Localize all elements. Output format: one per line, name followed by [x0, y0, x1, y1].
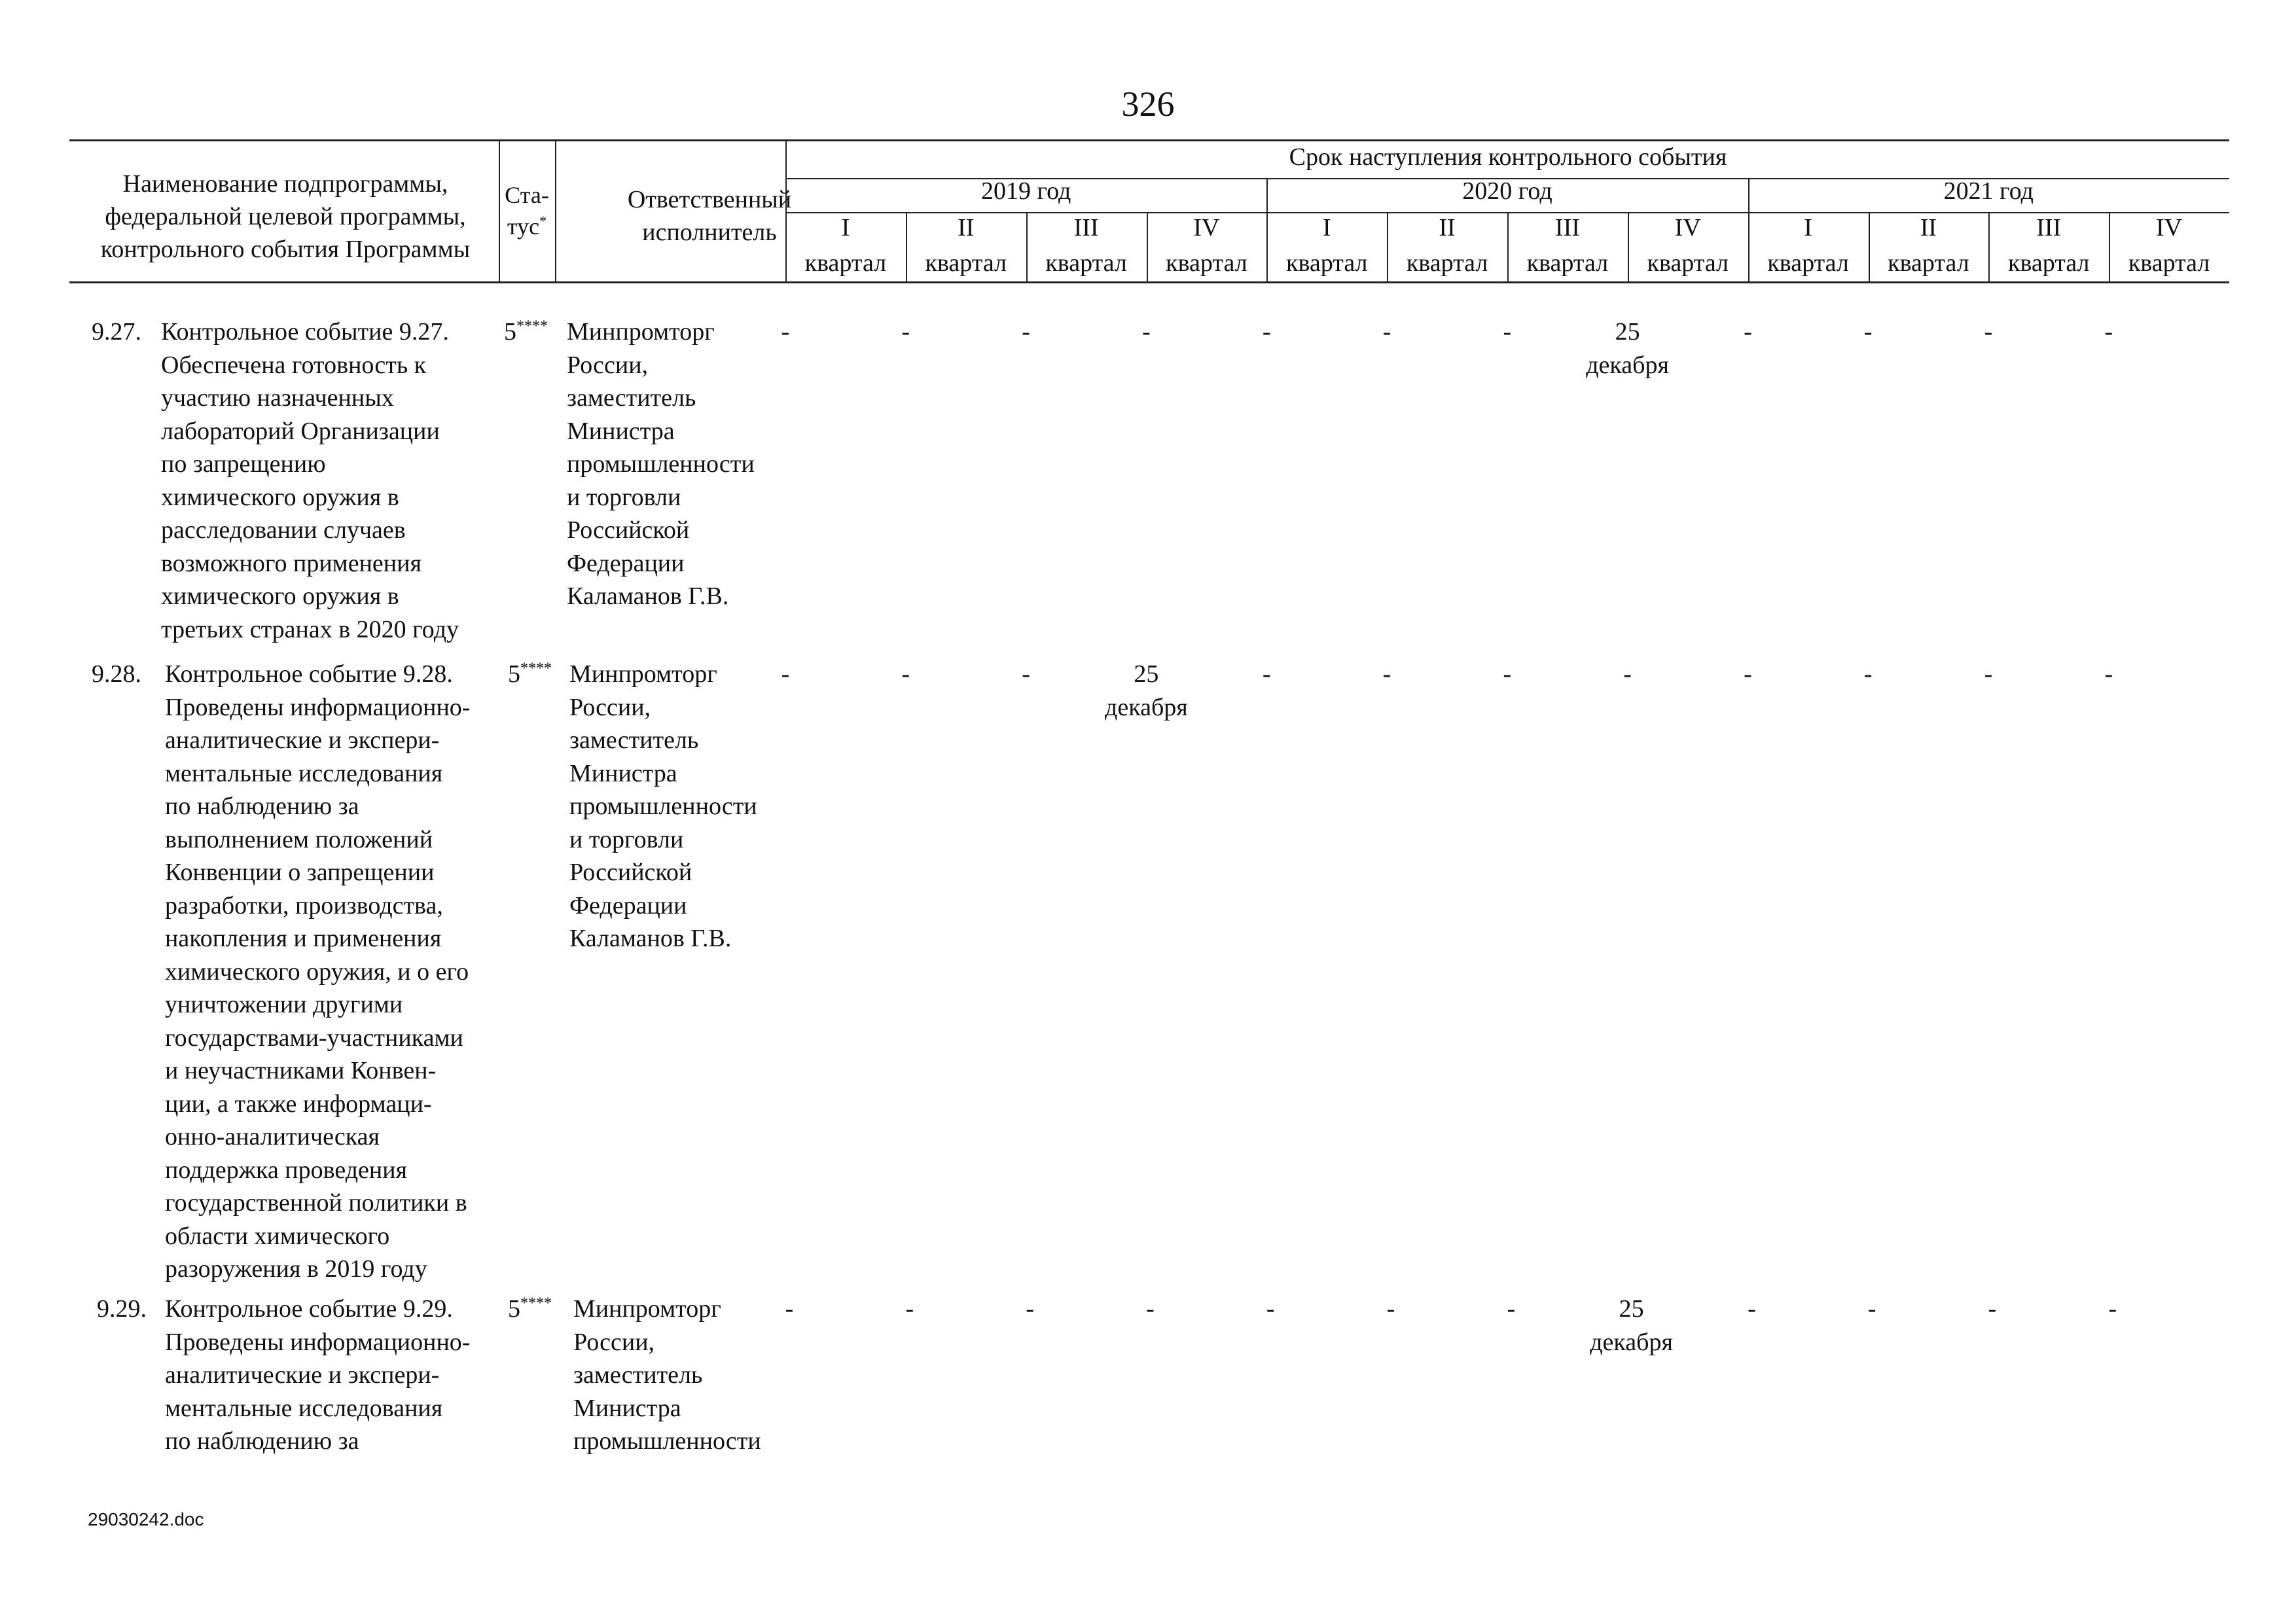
deadline-text: -: [905, 1295, 914, 1323]
page-number: 326: [1121, 84, 1175, 124]
quarter-label: квартал: [1647, 249, 1729, 277]
deadline-text: -: [1744, 660, 1752, 688]
quarter-number: III: [2036, 214, 2062, 241]
quarter-label: квартал: [1166, 249, 1247, 277]
event-name-line: лабораторий Организации: [161, 417, 440, 445]
status-value: 5: [508, 1295, 520, 1323]
event-name-line: разоружения в 2019 году: [165, 1255, 427, 1283]
quarter-number: III: [1554, 214, 1580, 241]
deadline-text: -: [901, 660, 910, 688]
responsible-line: Каламанов Г.В.: [569, 925, 732, 952]
event-name-line: Контрольное событие 9.28.: [165, 660, 453, 688]
year-header: 2019 год: [980, 177, 1071, 205]
row-number: 9.29.: [97, 1295, 147, 1323]
deadline-text: -: [1382, 318, 1391, 346]
event-name-line: области химического: [165, 1222, 390, 1250]
deadline-text: -: [1146, 1295, 1155, 1323]
responsible-line: Каламанов Г.В.: [567, 582, 729, 610]
quarter-deadline: [857, 1293, 962, 1326]
deadline-text: -: [1507, 1295, 1516, 1323]
responsible-line: Минпромторг: [569, 660, 717, 688]
event-name-line: возможного применения: [161, 549, 422, 577]
deadline-text: -: [901, 318, 910, 346]
quarter-number: I: [1322, 214, 1331, 241]
quarter-number: IV: [1193, 214, 1220, 241]
deadline-text: 25: [1619, 1295, 1644, 1323]
quarter-deadline: [1094, 315, 1198, 349]
deadline-text: -: [781, 318, 790, 346]
event-name-line: государственной политики в: [165, 1189, 467, 1217]
quarter-number: I: [841, 214, 850, 241]
quarter-deadline: [1816, 658, 1920, 691]
event-name-line: выполнением положений: [165, 825, 433, 853]
responsible-line: Минпромторг: [567, 318, 715, 346]
row-event-name: [165, 1293, 538, 1458]
responsible-line: Федерации: [567, 549, 685, 577]
quarter-deadline: [1214, 658, 1319, 691]
responsible-line: заместитель: [573, 1361, 703, 1389]
event-name-line: Обеспечена готовность к: [161, 351, 427, 379]
event-name-line: третьих странах в 2020 году: [161, 615, 459, 643]
responsible-line: и торговли: [567, 483, 681, 511]
responsible-line: промышленности: [573, 1427, 761, 1455]
deadline-text: -: [1022, 318, 1030, 346]
responsible-line: России,: [567, 351, 649, 379]
deadline-text: -: [1748, 1295, 1756, 1323]
event-name-line: ментальные исследования: [165, 759, 443, 787]
deadline-text: -: [1744, 318, 1752, 346]
quarter-number: IV: [1674, 214, 1701, 241]
event-name-line: аналитические и экспери-: [165, 726, 440, 754]
deadline-text: -: [785, 1295, 794, 1323]
quarter-deadline: [2056, 315, 2161, 349]
status-footnote-mark: ****: [516, 317, 548, 335]
quarter-label: квартал: [2128, 249, 2210, 277]
deadline-text: декабря: [1105, 693, 1188, 721]
deadline-text: 25: [1134, 660, 1159, 688]
row-status: [508, 658, 560, 691]
event-name-line: аналитические и экспери-: [165, 1361, 440, 1389]
responsible-line: Министра: [567, 417, 675, 445]
event-name-line: по наблюдению за: [165, 1427, 359, 1455]
event-name-line: и неучастниками Конвен-: [165, 1057, 437, 1084]
quarter-label: квартал: [1526, 249, 1609, 277]
event-name-line: Контрольное событие 9.27.: [161, 318, 449, 346]
event-name-line: Проведены информационно-: [165, 1328, 471, 1356]
responsible-line: Российской: [569, 859, 692, 886]
quarter-deadline: [1335, 315, 1439, 349]
quarter-deadline: [1579, 1293, 1684, 1359]
quarter-deadline: [974, 658, 1079, 691]
responsible-line: заместитель: [569, 726, 699, 754]
responsible-line: Федерации: [569, 891, 687, 919]
deadline-text: -: [1262, 660, 1271, 688]
event-name-line: онно-аналитическая: [165, 1123, 380, 1150]
responsible-line: России,: [569, 693, 651, 721]
deadline-text: -: [1984, 660, 1993, 688]
deadline-text: -: [1262, 318, 1271, 346]
quarter-number: II: [1920, 214, 1937, 241]
deadline-text: -: [781, 660, 790, 688]
deadline-text: -: [1503, 660, 1512, 688]
responsible-line: Министра: [573, 1394, 681, 1422]
quarter-deadline: [1214, 315, 1319, 349]
row-status: [508, 1293, 560, 1326]
deadline-text: -: [1984, 318, 1993, 346]
deadline-text: 25: [1615, 318, 1640, 346]
quarter-deadline: [853, 658, 958, 691]
deadline-text: -: [1382, 660, 1391, 688]
column-header-status: Ста- тус*: [505, 182, 549, 240]
quarter-deadline: [1335, 658, 1439, 691]
quarter-label: квартал: [1045, 249, 1127, 277]
quarter-deadline: [1816, 315, 1920, 349]
event-name-line: по наблюдению за: [165, 793, 359, 820]
responsible-line: промышленности: [567, 450, 755, 478]
divider: [555, 141, 556, 281]
responsible-line: и торговли: [569, 825, 684, 853]
event-name-line: государствами-участниками: [165, 1024, 463, 1052]
deadline-text: декабря: [1590, 1328, 1673, 1356]
row-responsible: [567, 315, 789, 613]
quarter-label: квартал: [1767, 249, 1849, 277]
quarter-deadline: [1098, 1293, 1202, 1326]
deadline-text: -: [1863, 318, 1873, 346]
quarter-label: квартал: [1888, 249, 1969, 277]
year-header: 2021 год: [1943, 177, 2034, 205]
column-header-name: Наименование подпрограммы, федеральной целевой программы, контрольного события Программы: [100, 170, 471, 263]
row-responsible: [569, 658, 792, 955]
status-footnote-mark: ****: [520, 660, 552, 677]
event-name-line: расследовании случаев: [161, 516, 406, 544]
quarter-number: I: [1804, 214, 1812, 241]
event-name-line: химического оружия, и о его: [165, 957, 469, 986]
event-name-line: химического оружия в: [161, 483, 399, 511]
quarter-deadline: [733, 315, 838, 349]
quarter-deadline: [1218, 1293, 1323, 1326]
quarter-deadline: [1338, 1293, 1443, 1326]
quarter-deadline: [1936, 658, 2041, 691]
deadline-text: -: [1867, 1295, 1876, 1323]
quarter-deadline: [1455, 315, 1560, 349]
deadline-text: -: [2104, 660, 2113, 688]
quarter-deadline: [733, 658, 838, 691]
quarter-label: квартал: [804, 249, 887, 277]
quarter-number: IV: [2156, 214, 2183, 241]
responsible-line: Министра: [569, 759, 677, 787]
quarter-deadline: [1940, 1293, 2045, 1326]
quarter-deadline: [853, 315, 958, 349]
quarter-deadline: [2056, 658, 2161, 691]
deadline-text: -: [1503, 318, 1512, 346]
deadline-text: -: [1988, 1295, 1997, 1323]
quarter-deadline: [1695, 658, 1800, 691]
event-name-line: ции, а также информаци-: [165, 1090, 432, 1118]
event-name-line: уничтожении другими: [165, 991, 403, 1018]
deadline-text: декабря: [1586, 351, 1669, 379]
deadline-text: -: [1266, 1295, 1275, 1323]
quarter-label: квартал: [1406, 249, 1488, 277]
table-header: [69, 139, 2229, 283]
status-value: 5: [504, 318, 516, 346]
quarter-number: III: [1073, 214, 1099, 241]
quarter-deadline: [1094, 658, 1198, 724]
column-header-responsible: Ответственный исполнитель: [627, 186, 792, 246]
event-name-line: химического оружия в: [161, 582, 399, 610]
event-name-line: ментальные исследования: [165, 1394, 443, 1422]
row-number: 9.27.: [92, 318, 141, 346]
status-footnote-mark: ****: [520, 1294, 552, 1312]
event-name-line: Проведены информационно-: [165, 693, 471, 721]
year-header: 2020 год: [1462, 177, 1552, 205]
quarter-deadline: [1820, 1293, 1924, 1326]
deadline-text: -: [1623, 660, 1632, 688]
deadline-text: -: [2108, 1295, 2117, 1323]
document-filename: 29030242.doc: [88, 1509, 204, 1529]
quarter-deadline: [974, 315, 1079, 349]
quarter-deadline: [737, 1293, 842, 1326]
deadline-text: -: [1863, 660, 1873, 688]
event-name-line: участию назначенных: [161, 384, 394, 412]
deadline-text: -: [2104, 318, 2113, 346]
quarter-deadline: [1455, 658, 1560, 691]
event-name-line: поддержка проведения: [165, 1156, 408, 1184]
quarter-deadline: [2060, 1293, 2165, 1326]
responsible-line: Российской: [567, 516, 690, 544]
quarter-deadline: [1575, 658, 1680, 691]
row-event-name: [161, 315, 534, 646]
quarter-deadline: [1695, 315, 1800, 349]
deadline-text: -: [1022, 660, 1030, 688]
quarter-deadline: [978, 1293, 1083, 1326]
quarter-number: II: [1439, 214, 1456, 241]
quarter-label: квартал: [2007, 249, 2090, 277]
quarter-deadline: [1575, 315, 1680, 382]
event-name-line: Контрольное событие 9.29.: [165, 1295, 453, 1323]
event-name-line: по запрещению: [161, 450, 326, 478]
deadline-text: -: [1026, 1295, 1034, 1323]
quarter-deadline: [1699, 1293, 1804, 1326]
quarter-deadline: [1936, 315, 2041, 349]
row-status: [504, 315, 556, 349]
event-name-line: разработки, производства,: [165, 891, 443, 919]
quarter-label: квартал: [925, 249, 1007, 277]
quarter-number: II: [958, 214, 975, 241]
quarter-label: квартал: [1285, 249, 1368, 277]
deadline-text: -: [1386, 1295, 1395, 1323]
column-header-deadline: Срок наступления контрольного события: [1289, 143, 1727, 171]
event-name-line: накопления и применения: [165, 925, 442, 952]
responsible-line: промышленности: [569, 793, 757, 820]
deadline-text: -: [1142, 318, 1151, 346]
responsible-line: России,: [573, 1328, 655, 1356]
quarter-deadline: [1459, 1293, 1564, 1326]
row-number: 9.28.: [92, 660, 141, 688]
responsible-line: заместитель: [567, 384, 696, 412]
responsible-line: Минпромторг: [573, 1295, 721, 1323]
status-value: 5: [508, 660, 520, 688]
row-event-name: [165, 658, 538, 1286]
event-name-line: Конвенции о запрещении: [165, 859, 435, 886]
